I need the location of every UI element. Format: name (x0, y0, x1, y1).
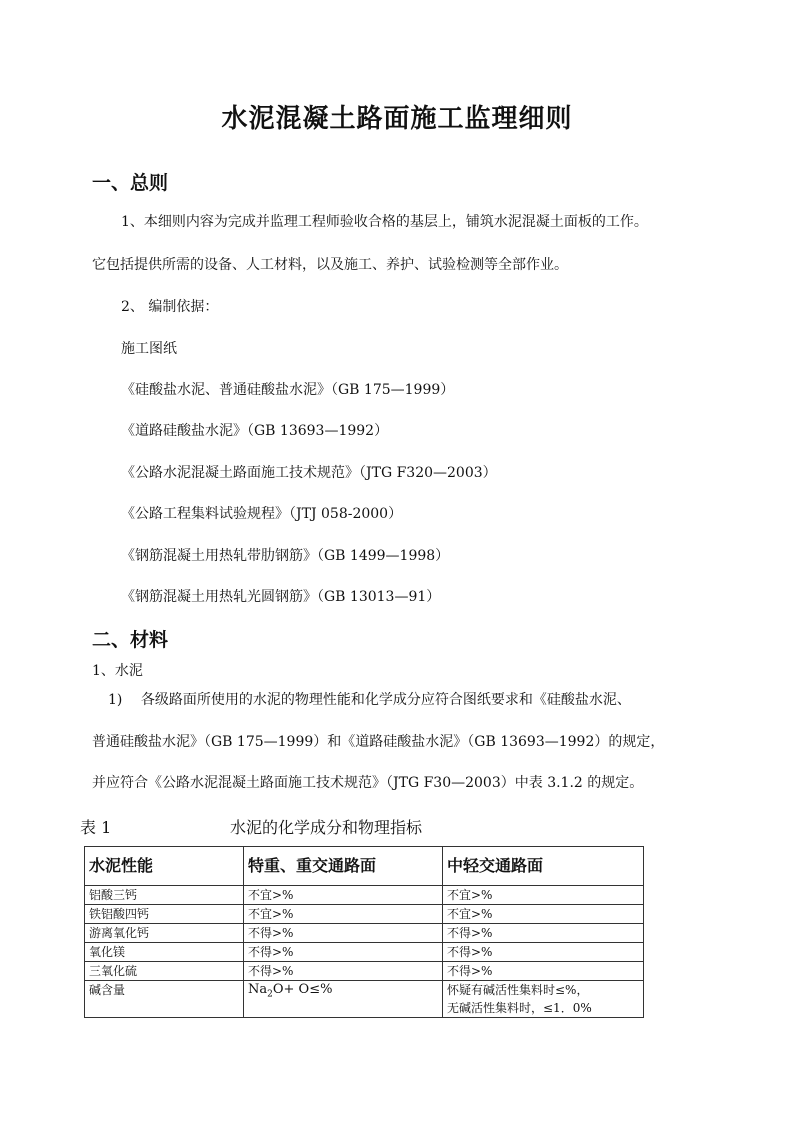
subsection-cement: 1、水泥 (92, 663, 143, 679)
table-cell: 不得>% (244, 943, 443, 962)
document-title: 水泥混凝土路面施工监理细则 (221, 104, 573, 134)
table-cell: 不得>% (443, 943, 644, 962)
paragraph-cement-line2: 普通硅酸盐水泥》（GB 175—1999）和《道路硅酸盐水泥》（GB 13693—1992）的规定， (92, 734, 665, 750)
reference-item: 《硅酸盐水泥、普通硅酸盐水泥》（GB 175—1999） (121, 382, 455, 398)
table-header-cell: 中轻交通路面 (443, 847, 644, 886)
table-cell: 不宜>% (443, 905, 644, 924)
table-cell (244, 981, 443, 1018)
alkali-light-line1: 怀疑有碱活性集料时≤%， (447, 983, 589, 997)
basis-item-heading: 2、 编制依据： (121, 299, 219, 315)
reference-item: 《道路硅酸盐水泥》（GB 13693—1992） (121, 423, 389, 439)
table-row (85, 924, 644, 943)
table-row (85, 943, 644, 962)
table-cell: 不宜>% (443, 886, 644, 905)
table-cell: 不得>% (443, 924, 644, 943)
paragraph-cement-line3: 并应符合《公路水泥混凝土路面施工技术规范》（JTG F30—2003）中表 3.1.2 的规定。 (92, 775, 644, 791)
table-cell: 铝酸三钙 (85, 886, 244, 905)
table-cell: 不宜>% (244, 886, 443, 905)
paragraph-scope-line2: 它包括提供所需的设备、人工材料，以及施工、养护、试验检测等全部作业。 (92, 257, 568, 273)
table-cell (443, 981, 644, 1018)
reference-item: 《钢筋混凝土用热轧光圆钢筋》（GB 13013—91） (121, 589, 441, 605)
paragraph-cement-line1: 1) 各级路面所使用的水泥的物理性能和化学成分应符合图纸要求和《硅酸盐水泥、 (108, 692, 631, 708)
alkali-formula-part: O+ O≤% (272, 982, 333, 997)
alkali-light-line2: 无碱活性集料时，≤1．0% (447, 1001, 592, 1015)
reference-item: 《公路水泥混凝土路面施工技术规范》（JTG F320—2003） (121, 465, 497, 481)
table-cell: 三氧化硫 (85, 962, 244, 981)
reference-item: 施工图纸 (121, 341, 177, 357)
table-header-row (85, 847, 644, 886)
table-header-cell: 特重、重交通路面 (244, 847, 443, 886)
table-row (85, 905, 644, 924)
table-cell: 不得>% (443, 962, 644, 981)
table-row (85, 962, 644, 981)
table-cell: 碱含量 (85, 981, 244, 1018)
table-cell: 氧化镁 (85, 943, 244, 962)
alkali-formula-part: Na (248, 982, 268, 997)
table-cell: 不得>% (244, 924, 443, 943)
reference-item: 《钢筋混凝土用热轧带肋钢筋》（GB 1499—1998） (121, 548, 450, 564)
table-caption: 水泥的化学成分和物理指标 (230, 818, 423, 837)
table-cell: 不宜>% (244, 905, 443, 924)
table-cell: 游离氧化钙 (85, 924, 244, 943)
cement-properties-table (84, 846, 644, 1018)
table-cell: 铁铝酸四钙 (85, 905, 244, 924)
table-cell: 不得>% (244, 962, 443, 981)
table-row (85, 886, 644, 905)
section-heading-general: 一、总则 (92, 172, 169, 194)
table-header-cell: 水泥性能 (85, 847, 244, 886)
table-label: 表 1 (80, 818, 112, 837)
paragraph-scope-line1: 1、本细则内容为完成并监理工程师验收合格的基层上，铺筑水泥混凝土面板的工作。 (121, 214, 648, 230)
table-row (85, 981, 644, 1018)
alkali-formula-subscript: 2 (267, 989, 273, 1000)
section-heading-materials: 二、材料 (92, 629, 169, 651)
reference-item: 《公路工程集料试验规程》（JTJ 058-2000） (121, 506, 403, 522)
